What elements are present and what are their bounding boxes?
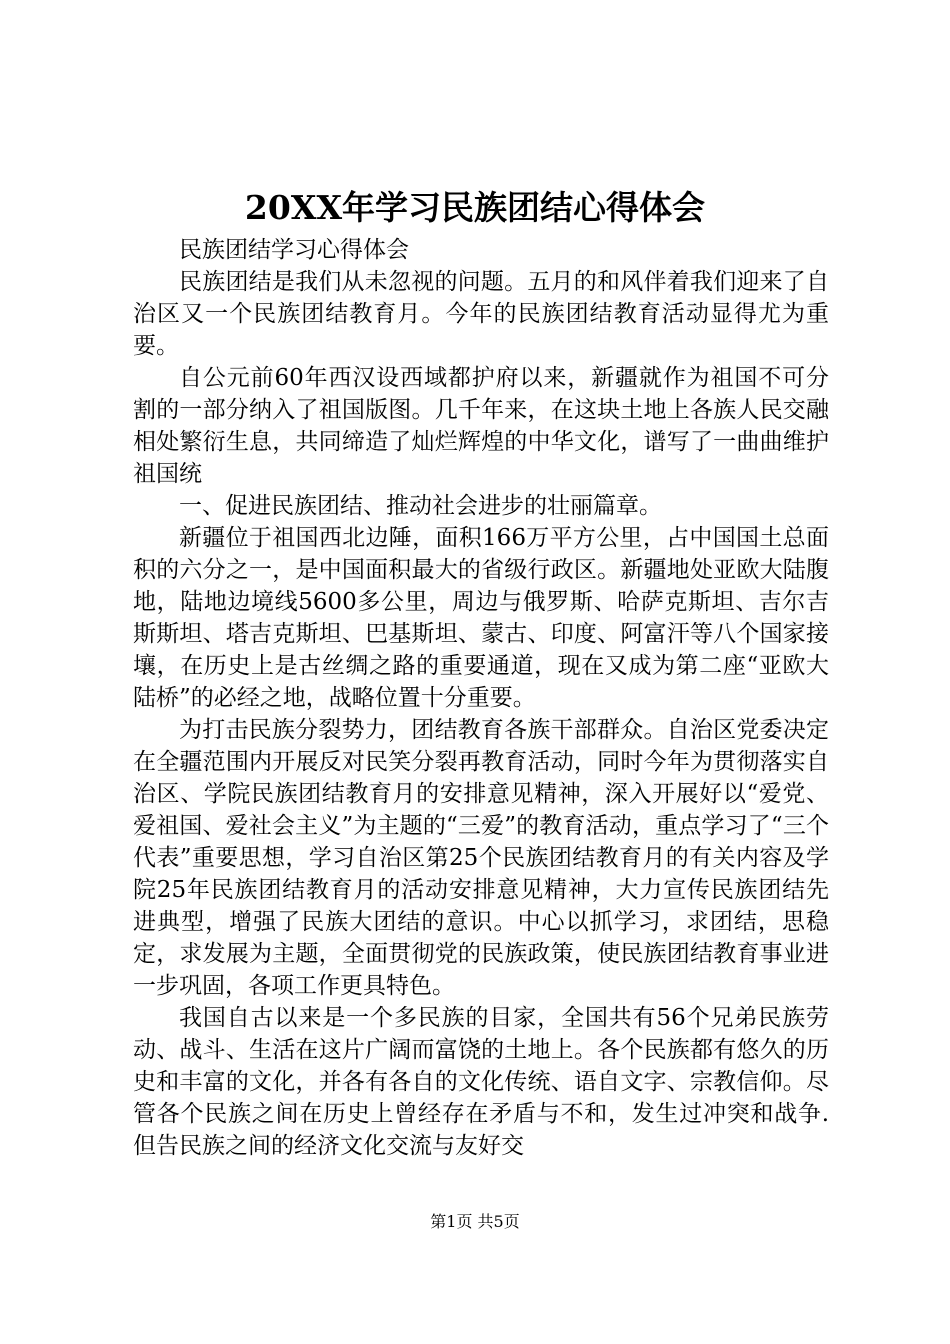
document-body [133, 234, 829, 1162]
page-number-footer: 第1页 共5页 [430, 1212, 520, 1231]
paragraph: 自公元前60年西汉设西域都护府以来，新疆就作为祖国不可分割的一部分纳入了祖国版图。几千年来，在这块土地上各族人民交融相处繁衍生息，共同缔造了灿烂辉煌的中华文化，谱写了一曲曲维护祖国统 [133, 365, 829, 487]
page-title: 20XX年学习民族团结心得体会 [244, 188, 706, 227]
paragraph: 民族团结是我们从未忽视的问题。五月的和风伴着我们迎来了自治区又一个民族团结教育月。今年的民族团结教育活动显得尤为重要。 [133, 269, 829, 359]
paragraph: 新疆位于祖国西北边陲，面积166万平方公里，占中国国土总面积的六分之一，是中国面积最大的省级行政区。新疆地处亚欧大陆腹地，陆地边境线5600多公里，周边与俄罗斯、哈萨克斯坦、吉尔吉斯斯坦、塔吉克斯坦、巴基斯坦、蒙古、印度、阿富汗等八个国家接壤，在历史上是古丝绸之路的重要通道，现在又成为第二座“亚欧大陆桥”的必经之地，战略位置十分重要。 [133, 525, 829, 711]
paragraph: 我国自古以来是一个多民族的目家，全国共有56个兄弟民族劳动、战斗、生活在这片广阔而富饶的土地上。各个民族都有悠久的历史和丰富的文化，并各有各自的文化传统、语自文字、宗教信仰。尽管各个民族之间在历史上曾经存在矛盾与不和，发生过冲突和战争.但告民族之间的经济文化交流与友好交 [133, 1005, 829, 1159]
paragraph: 为打击民族分裂势力，团结教育各族干部群众。自治区党委决定在全疆范围内开展反对民笑分裂再教育活动，同时今年为贯彻落实自治区、学院民族团结教育月的安排意见精神，深入开展好以“爱党、爱祖国、爱社会主义”为主题的“三爱”的教育活动，重点学习了“三个代表”重要思想，学习自治区第25个民族团结教育月的有关内容及学院25年民族团结教育月的活动安排意见精神，大力宣传民族团结先进典型，增强了民族大团结的意识。中心以抓学习，求团结，思稳定，求发展为主题，全面贯彻党的民族政策，使民族团结教育事业进一步巩固，各项工作更具特色。 [133, 717, 829, 999]
section-heading: 一、促进民族团结、推动社会进步的壮丽篇章。 [179, 493, 662, 519]
paragraph: 民族团结学习心得体会 [179, 237, 409, 263]
